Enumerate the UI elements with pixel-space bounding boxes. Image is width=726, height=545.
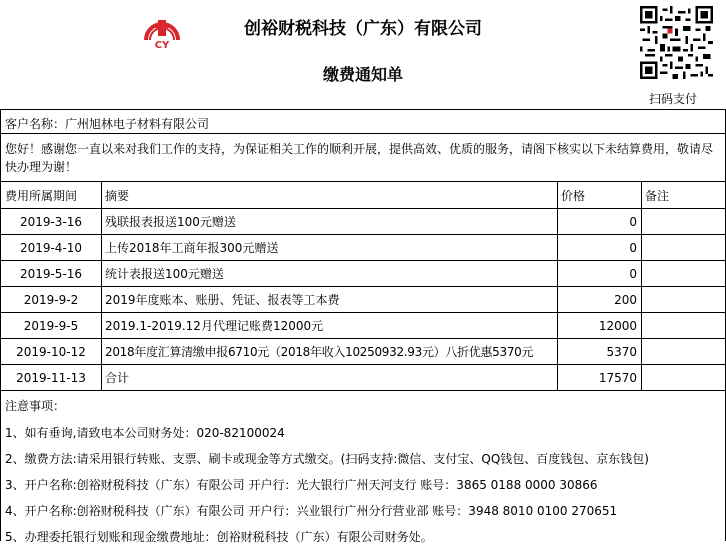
- note-item: 4、开户名称:创裕财税科技（广东）有限公司 开户行：兴业银行广州分行营业部 账号：3948 8010 0100 270651: [5, 504, 618, 518]
- row-note: [641, 287, 725, 312]
- row-note: [641, 235, 725, 260]
- row-period: 2019-9-2: [23, 292, 79, 307]
- row-summary: 残联报表报送100元赠送: [105, 215, 236, 229]
- table-row: [1, 287, 725, 313]
- intro-row: [1, 134, 725, 182]
- row-summary: 上传2018年工商年报300元赠送: [105, 241, 279, 255]
- document-title: 缴费通知单: [322, 65, 403, 84]
- row-period: 2019-4-10: [19, 240, 83, 255]
- logo-text: CY: [154, 40, 170, 51]
- row-price: 5370: [606, 344, 637, 359]
- note-item: 5、办理委托银行划账和现金缴费地址：创裕财税科技（广东）有限公司财务处。: [5, 530, 433, 544]
- qr-code-label: 扫码支付: [648, 92, 697, 106]
- row-note: [641, 365, 725, 390]
- table-row: [1, 339, 725, 365]
- note-item: 3、开户名称:创裕财税科技（广东）有限公司 开户行：光大银行广州天河支行 账号：3865 0188 0000 30866: [5, 478, 598, 492]
- header-price: 价格: [561, 188, 586, 203]
- total-label: 合计: [105, 371, 130, 385]
- notes-section: [1, 391, 725, 544]
- table-header: [1, 182, 725, 209]
- company-name: 创裕财税科技（广东）有限公司: [244, 19, 482, 39]
- row-note: [641, 209, 725, 234]
- row-summary: 2019年度账本、账册、凭证、报表等工本费: [105, 293, 340, 307]
- total-price: 17570: [598, 370, 637, 385]
- header-note: 备注: [645, 188, 670, 203]
- row-period: 2019-5-16: [19, 266, 83, 281]
- row-note: [641, 261, 725, 286]
- notice-form: [0, 109, 726, 544]
- header-period: 费用所属期间: [5, 188, 78, 203]
- row-period: 2019-3-16: [19, 214, 83, 229]
- table-row: [1, 313, 725, 339]
- table-row-total: [1, 365, 725, 391]
- table-row: [1, 209, 725, 235]
- row-summary: 统计表报送100元赠送: [105, 267, 224, 281]
- row-price: 0: [629, 266, 637, 281]
- row-price: 12000: [598, 318, 637, 333]
- customer-name: 广州旭林电子材料有限公司: [65, 117, 210, 131]
- row-summary: 2018年度汇算清缴申报6710元（2018年收入10250932.93元）八折优惠5370元: [105, 345, 534, 359]
- customer-label: 客户名称：: [5, 117, 66, 131]
- row-period: 2019-9-5: [23, 318, 79, 333]
- row-summary: 2019.1-2019.12月代理记账费12000元: [105, 319, 324, 333]
- qr-code-icon[interactable]: [640, 6, 713, 79]
- table-row: [1, 261, 725, 287]
- row-price: 0: [629, 214, 637, 229]
- row-note: [641, 313, 725, 338]
- note-item: 1、如有垂询,请致电本公司财务处：020-82100024: [5, 426, 285, 440]
- row-note: [641, 339, 725, 364]
- notes-heading: 注意事项：: [5, 399, 66, 413]
- note-item: 2、缴费方法:请采用银行转账、支票、刷卡或现金等方式缴交。(扫码支持:微信、支付宝、QQ钱包、百度钱包、京东钱包): [5, 452, 649, 466]
- header-summary: 摘要: [105, 188, 130, 203]
- row-price: 0: [629, 240, 637, 255]
- row-period: 2019-10-12: [16, 344, 86, 359]
- row-price: 200: [614, 292, 637, 307]
- table-row: [1, 235, 725, 261]
- row-period: 2019-11-13: [16, 370, 86, 385]
- customer-row: [1, 110, 725, 134]
- intro-text: 您好！感谢您一直以来对我们工作的支持，为保证相关工作的顺利开展，提供高效、优质的服务，请阁下核实以下未结算费用，敬请尽快办理为谢！: [5, 142, 714, 174]
